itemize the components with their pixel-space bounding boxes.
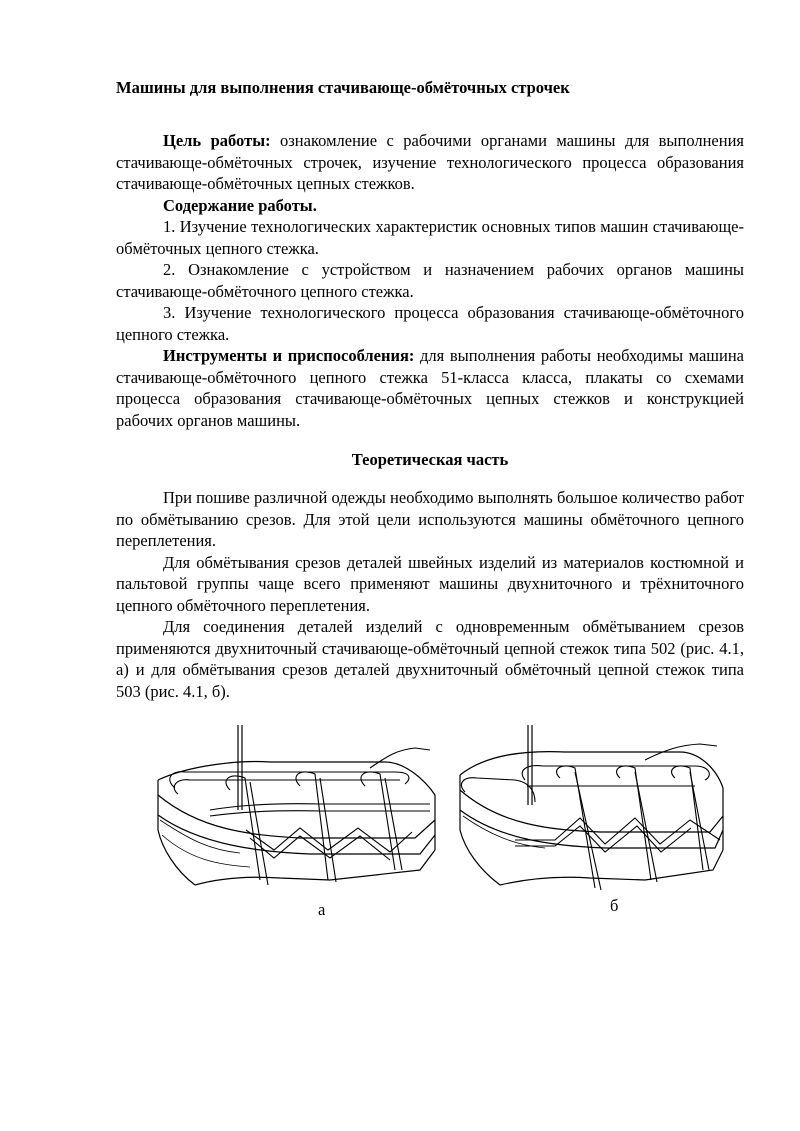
content-heading: [116, 195, 744, 217]
tools-label: Инструменты и приспособления:: [163, 346, 415, 365]
theory-paragraph: Для соединения деталей изделий с одновременным обмётыванием срезов применяются двухниточный стачивающе-обмёточный цепной стежок типа 502 (рис. 4.1, а) и для обмётывания срезов деталей двухниточный обмёточный цепной стежок типа 503 (рис. 4.1, б).: [116, 617, 744, 701]
tools-paragraph: [116, 345, 744, 431]
tools-text: для выполнения работы необходимы машина стачивающе-обмёточного цепного стежка 51-класса класса, плакаты со схемами процесса образования стачивающе-обмёточных цепных стежков и конструкцией рабочих органов машины.: [116, 346, 744, 430]
page-title: Машины для выполнения стачивающе-обмёточных строчек: [116, 78, 570, 97]
theory-paragraph: При пошиве различной одежды необходимо выполнять большое количество работ по обмётыванию срезов. Для этой цели используются машины обмёточного цепного переплетения.: [116, 488, 744, 550]
stitch-figure-a: [150, 720, 440, 900]
intro-section: [116, 130, 744, 431]
figure-caption-a: а: [318, 900, 326, 919]
goal-label: Цель работы:: [163, 131, 271, 150]
stitch-503-diagram: [455, 720, 730, 900]
content-item: 2. Ознакомление с устройством и назначением рабочих органов машины стачивающе-обмёточного цепного стежка.: [116, 260, 744, 301]
content-item: 3. Изучение технологического процесса образования стачивающе-обмёточного цепного стежка.: [116, 303, 744, 344]
theory-section: [116, 487, 744, 702]
goal-text: ознакомление с рабочими органами машины для выполнения стачивающе-обмёточных строчек, изучение технологического процесса образования стачивающе-обмёточных цепных стежков.: [116, 131, 744, 193]
stitch-502-diagram: [150, 720, 440, 900]
theory-paragraph: Для обмётывания срезов деталей швейных изделий из материалов костюмной и пальтовой группы чаще всего применяют машины двухниточного и трёхниточного цепного обмёточного переплетения.: [116, 552, 744, 615]
figure-caption-b: б: [610, 896, 619, 915]
content-item: 1. Изучение технологических характеристик основных типов машин стачивающе-обмёточных цепного стежка.: [116, 217, 744, 258]
content-label: Содержание работы.: [163, 195, 317, 215]
stitch-figure-b: [455, 720, 730, 900]
theory-heading: Теоретическая часть: [351, 450, 509, 469]
goal-paragraph: [116, 130, 744, 195]
